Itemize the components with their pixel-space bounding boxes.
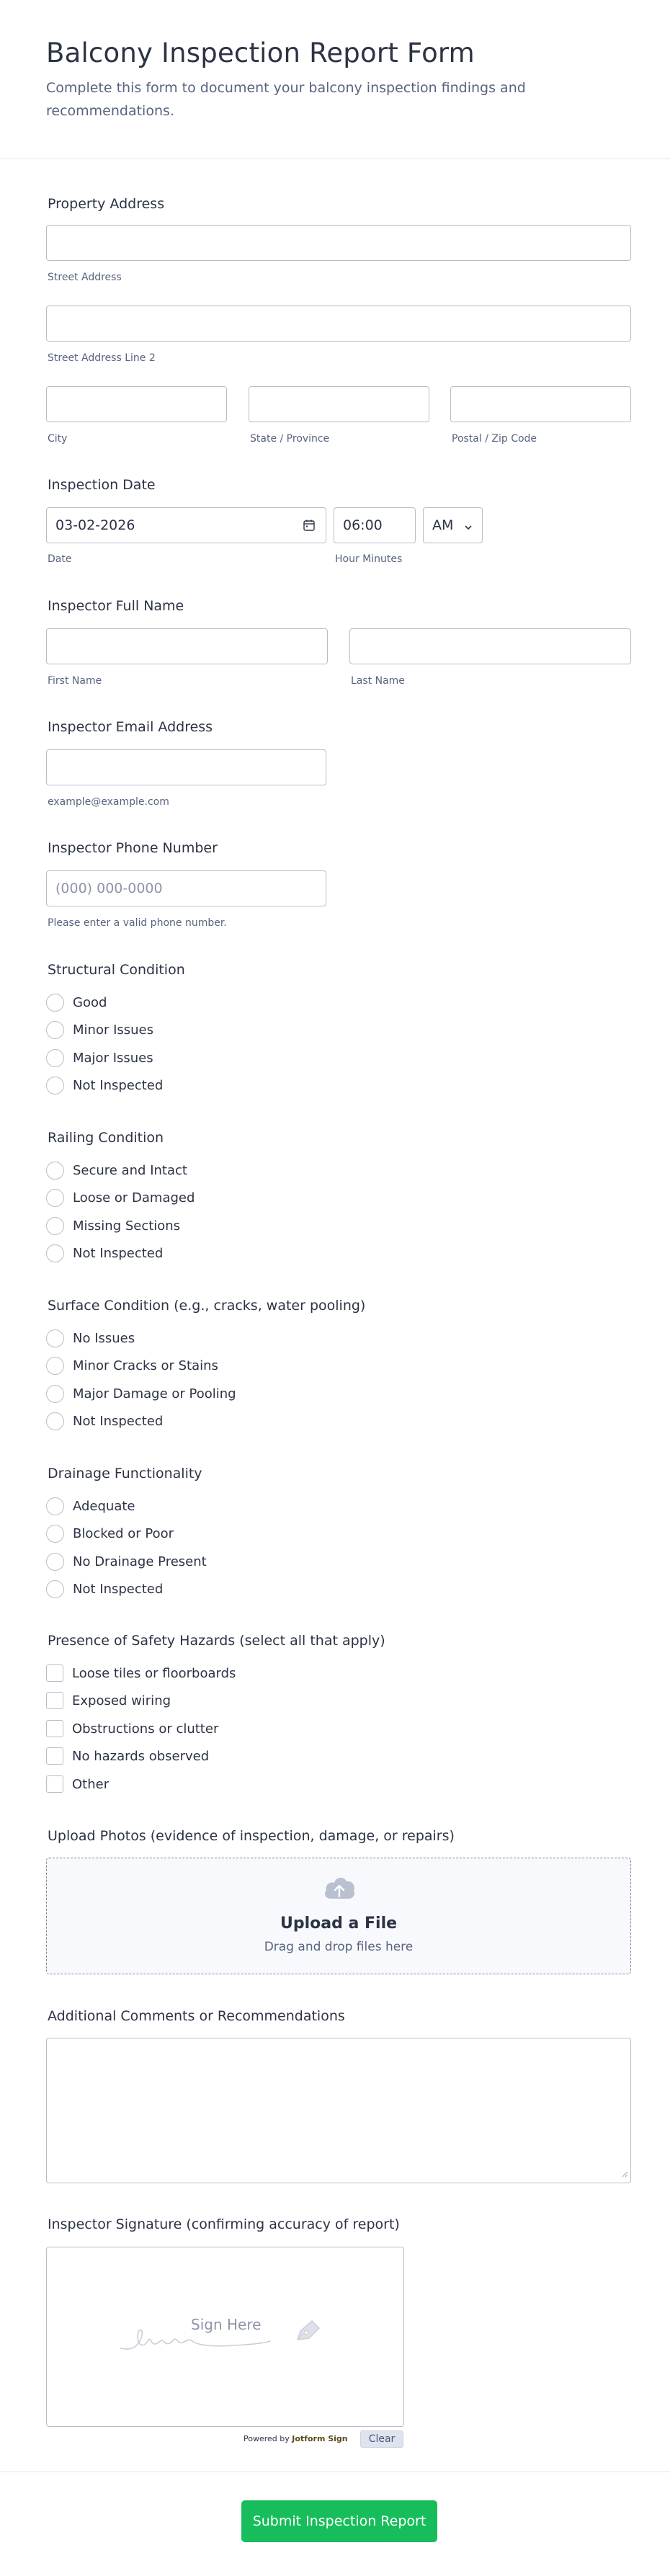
radio-button[interactable] <box>46 1525 64 1543</box>
signature-placeholder: Sign Here <box>191 2316 262 2333</box>
address-label: Property Address <box>48 196 165 212</box>
ampm-select[interactable] <box>423 507 483 543</box>
radio-button[interactable] <box>46 1189 64 1207</box>
zip-input[interactable] <box>450 386 631 422</box>
drainage-option-adequate[interactable]: Adequate <box>46 1495 135 1517</box>
zip-sublabel: Postal / Zip Code <box>452 433 537 445</box>
submit-button[interactable]: Submit Inspection Report <box>241 2500 437 2542</box>
first-name-sublabel: First Name <box>48 675 102 687</box>
powered-by-text: Powered by Jotform Sign <box>244 2434 348 2443</box>
surface-option-not-inspected[interactable]: Not Inspected <box>46 1410 163 1432</box>
date-label: Inspection Date <box>48 477 156 493</box>
drainage-option-none[interactable]: No Drainage Present <box>46 1551 207 1572</box>
street-address-sublabel: Street Address <box>48 272 122 283</box>
first-name-input[interactable] <box>46 628 328 664</box>
resize-handle-icon[interactable] <box>621 2167 628 2180</box>
surface-option-minor[interactable]: Minor Cracks or Stains <box>46 1355 218 1376</box>
pen-icon <box>293 2318 323 2347</box>
structural-option-good[interactable]: Good <box>46 991 107 1013</box>
phone-label: Inspector Phone Number <box>48 840 218 856</box>
phone-sublabel: Please enter a valid phone number. <box>48 917 227 929</box>
checkbox[interactable] <box>46 1775 63 1793</box>
railing-option-loose[interactable]: Loose or Damaged <box>46 1187 195 1208</box>
drainage-option-not-inspected[interactable]: Not Inspected <box>46 1578 163 1600</box>
name-label: Inspector Full Name <box>48 598 184 614</box>
form-subtitle: Complete this form to document your balcony inspection findings and recommendations. <box>46 80 526 119</box>
street-address-input[interactable] <box>46 225 631 261</box>
time-value: 06:00 <box>343 517 383 533</box>
drainage-label: Drainage Functionality <box>48 1466 202 1481</box>
date-value: 03-02-2026 <box>55 517 135 533</box>
upload-subtitle: Drag and drop files here <box>264 1940 414 1954</box>
street-address-line2-input[interactable] <box>46 306 631 342</box>
street-address-line2-sublabel: Street Address Line 2 <box>48 352 156 364</box>
state-sublabel: State / Province <box>250 433 330 445</box>
phone-input[interactable] <box>46 870 326 906</box>
hazards-label: Presence of Safety Hazards (select all that apply) <box>48 1633 385 1649</box>
comments-textarea[interactable] <box>46 2038 631 2183</box>
state-input[interactable] <box>249 386 429 422</box>
radio-button[interactable] <box>46 1553 64 1571</box>
surface-option-no-issues[interactable]: No Issues <box>46 1327 135 1349</box>
radio-button[interactable] <box>46 1329 64 1347</box>
radio-button[interactable] <box>46 1497 64 1515</box>
signature-label: Inspector Signature (confirming accuracy of report) <box>48 2216 400 2232</box>
railing-option-not-inspected[interactable]: Not Inspected <box>46 1242 163 1264</box>
radio-button[interactable] <box>46 1580 64 1598</box>
form-title: Balcony Inspection Report Form <box>46 37 475 68</box>
checkbox[interactable] <box>46 1720 63 1737</box>
radio-button[interactable] <box>46 1021 64 1039</box>
calendar-icon[interactable] <box>303 519 316 535</box>
radio-button[interactable] <box>46 1162 64 1180</box>
drainage-option-blocked[interactable]: Blocked or Poor <box>46 1523 174 1544</box>
jotform-sign-brand: Jotform Sign <box>292 2434 348 2443</box>
comments-label: Additional Comments or Recommendations <box>48 2008 345 2024</box>
upload-label: Upload Photos (evidence of inspection, damage, or repairs) <box>48 1828 455 1844</box>
structural-option-not-inspected[interactable]: Not Inspected <box>46 1074 163 1096</box>
checkbox[interactable] <box>46 1747 63 1765</box>
radio-button[interactable] <box>46 1049 64 1067</box>
surface-option-major[interactable]: Major Damage or Pooling <box>46 1383 236 1404</box>
signature-pad[interactable] <box>46 2247 404 2427</box>
checkbox[interactable] <box>46 1692 63 1709</box>
hazard-option-other[interactable]: Other <box>46 1773 109 1795</box>
ampm-value: AM <box>432 517 454 533</box>
radio-button[interactable] <box>46 1244 64 1262</box>
structural-option-major[interactable]: Major Issues <box>46 1047 153 1069</box>
time-sublabel: Hour Minutes <box>335 553 403 565</box>
radio-button[interactable] <box>46 1385 64 1403</box>
radio-button[interactable] <box>46 1412 64 1430</box>
city-sublabel: City <box>48 433 68 445</box>
form-header <box>0 0 670 159</box>
signature-scribble-icon <box>119 2319 292 2358</box>
radio-button[interactable] <box>46 994 64 1012</box>
railing-option-missing[interactable]: Missing Sections <box>46 1215 180 1236</box>
checkbox[interactable] <box>46 1664 63 1682</box>
railing-label: Railing Condition <box>48 1130 164 1146</box>
railing-option-secure[interactable]: Secure and Intact <box>46 1159 187 1181</box>
city-input[interactable] <box>46 386 227 422</box>
hazard-option-wiring[interactable]: Exposed wiring <box>46 1690 171 1711</box>
structural-option-minor[interactable]: Minor Issues <box>46 1019 153 1040</box>
radio-button[interactable] <box>46 1217 64 1235</box>
surface-label: Surface Condition (e.g., cracks, water pooling) <box>48 1298 366 1314</box>
radio-button[interactable] <box>46 1357 64 1375</box>
last-name-sublabel: Last Name <box>351 675 405 687</box>
hazard-option-none[interactable]: No hazards observed <box>46 1745 209 1767</box>
structural-label: Structural Condition <box>48 962 185 978</box>
hazard-option-loose-tiles[interactable]: Loose tiles or floorboards <box>46 1662 236 1684</box>
chevron-down-icon <box>463 520 473 536</box>
clear-signature-button[interactable]: Clear <box>360 2430 403 2448</box>
hazard-option-obstructions[interactable]: Obstructions or clutter <box>46 1718 218 1739</box>
time-input[interactable] <box>334 507 416 543</box>
last-name-input[interactable] <box>349 628 631 664</box>
upload-title: Upload a File <box>280 1915 398 1933</box>
email-label: Inspector Email Address <box>48 719 213 735</box>
radio-button[interactable] <box>46 1077 64 1095</box>
email-sublabel: example@example.com <box>48 796 169 808</box>
date-sublabel: Date <box>48 553 72 565</box>
email-input[interactable] <box>46 749 326 785</box>
date-input[interactable] <box>46 507 326 543</box>
file-upload-dropzone[interactable] <box>46 1858 631 1974</box>
cloud-upload-icon <box>322 1874 357 1904</box>
